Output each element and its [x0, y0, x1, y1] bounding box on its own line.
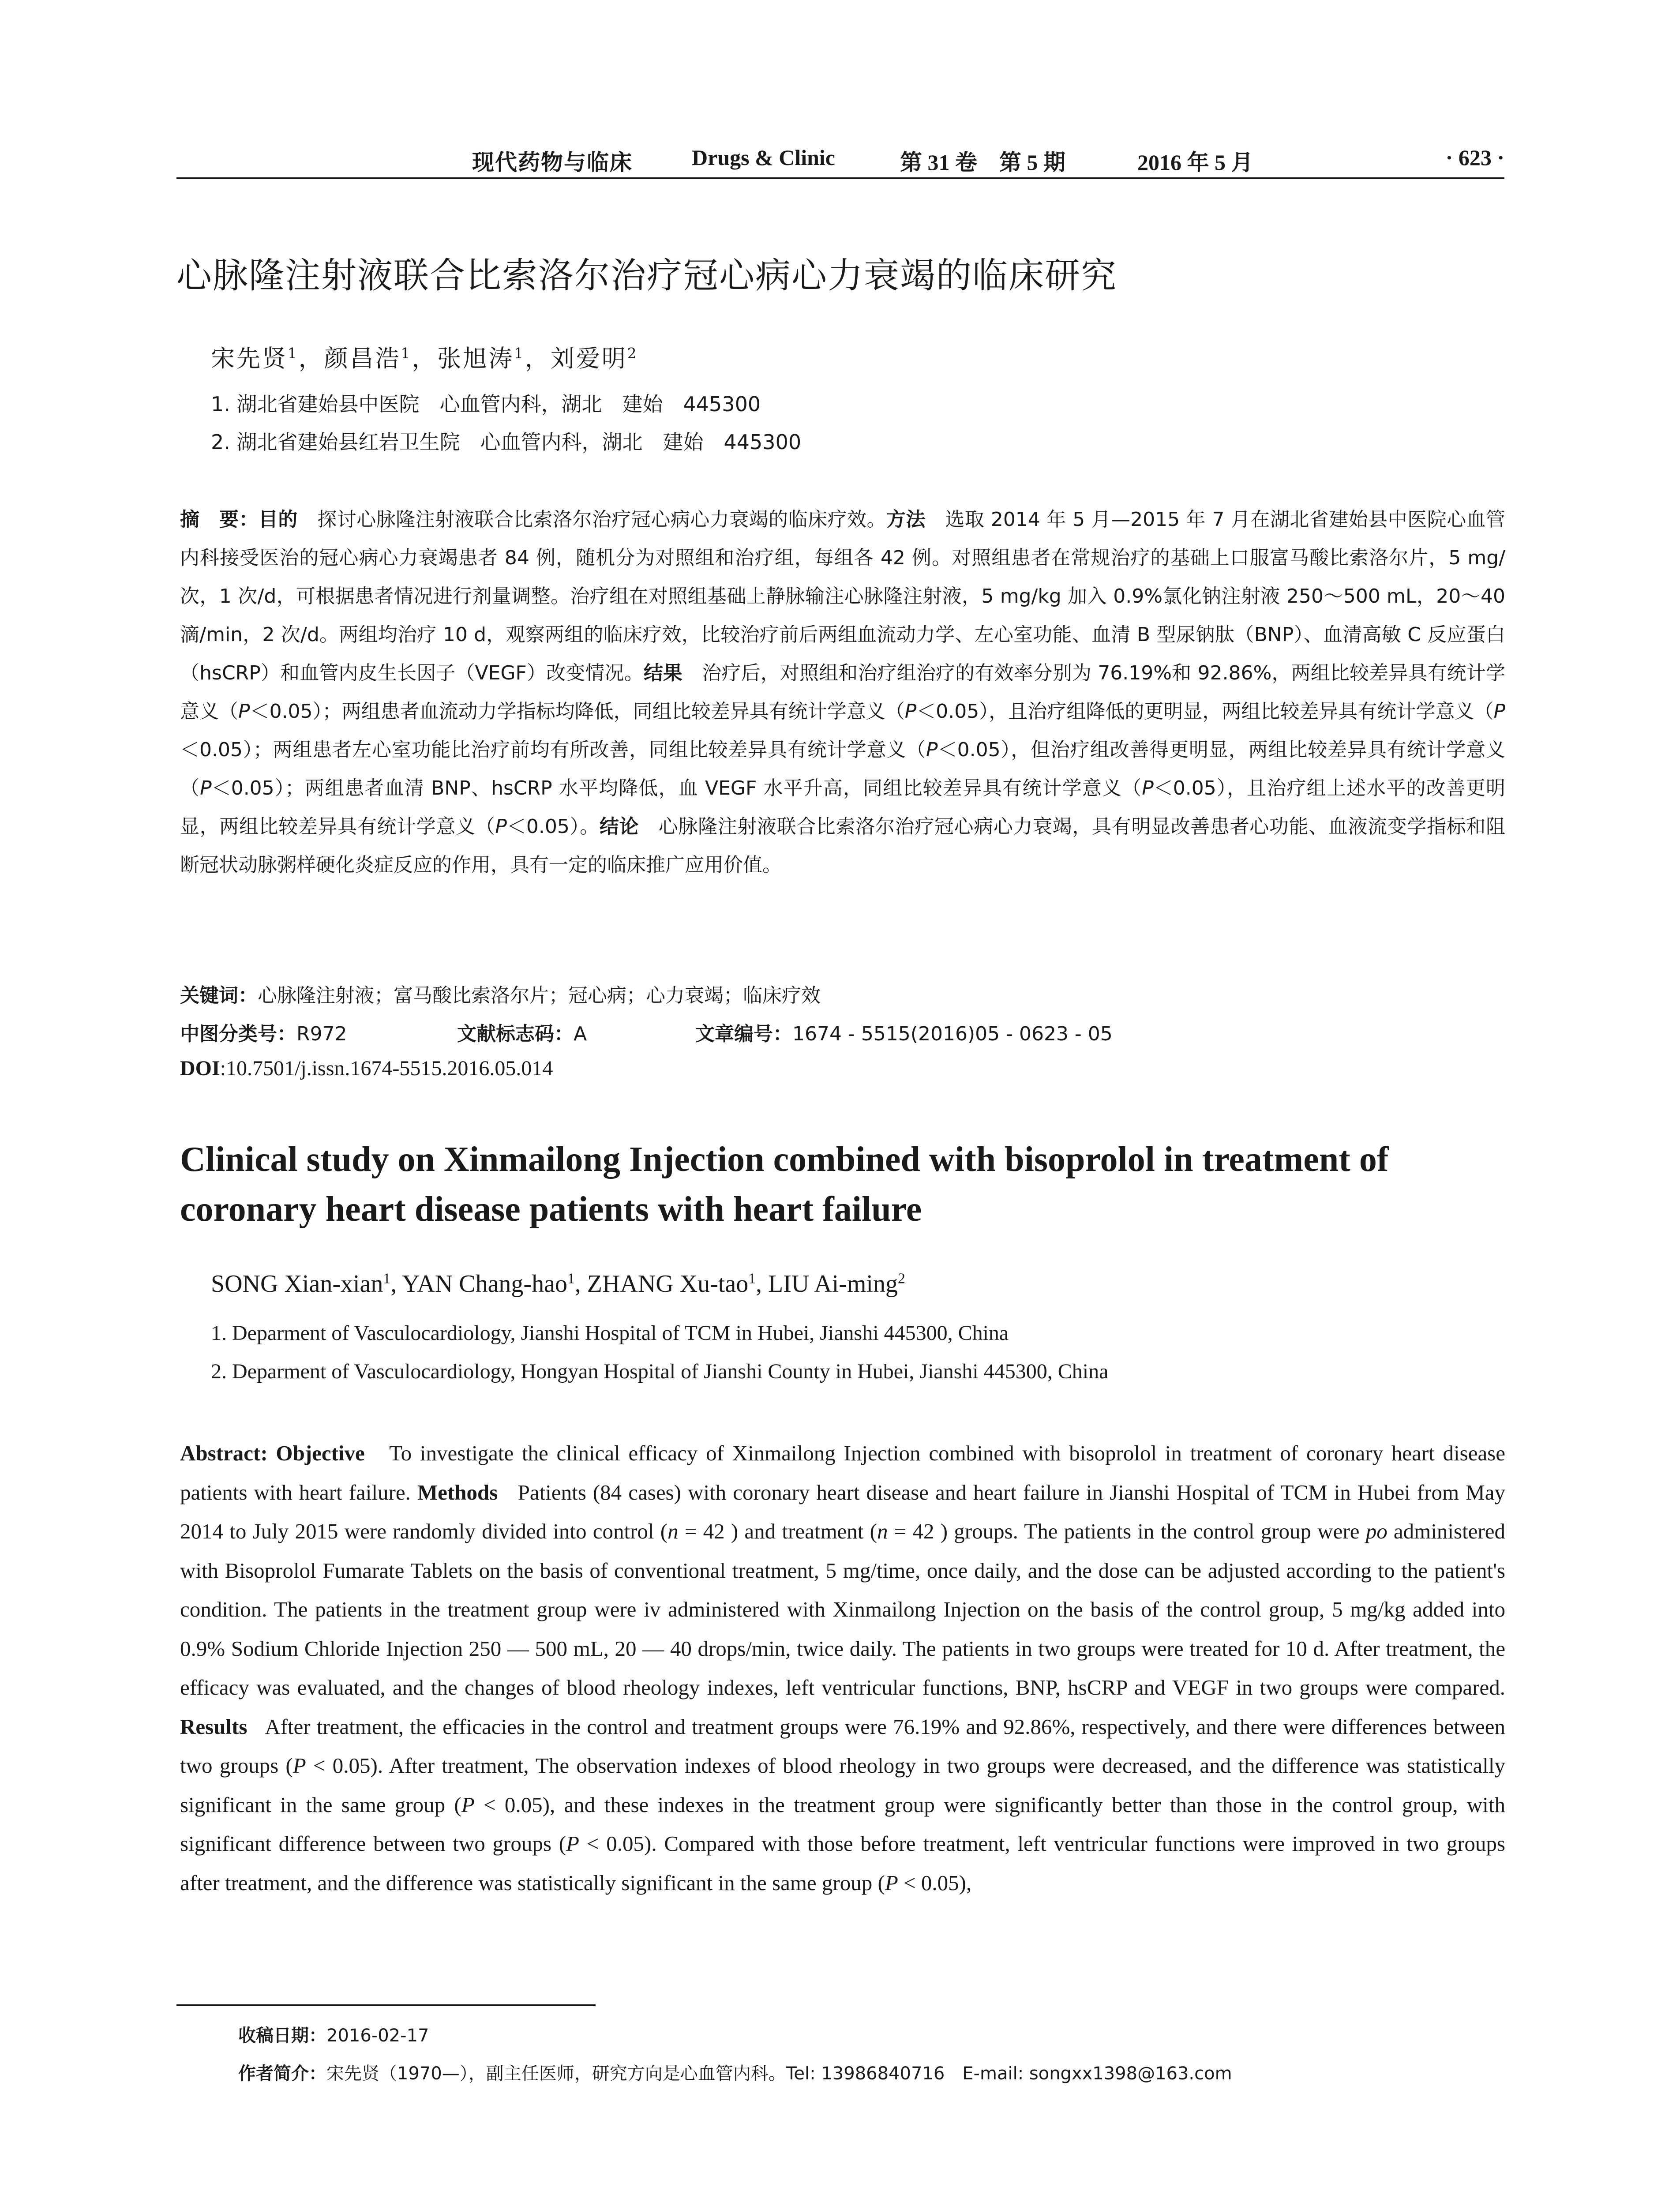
article-number — [695, 1018, 1113, 1046]
author-name: 宋先贤 — [211, 345, 288, 372]
authors-cn: 宋先贤$^1$，颜昌浩$^1$，张旭涛$^1$，刘爱明$^2$ — [211, 345, 638, 372]
results-text: < 0.05), — [898, 1870, 972, 1895]
document-code-label: 文献标志码： — [457, 1023, 574, 1045]
p-value-symbol: P — [1142, 777, 1154, 799]
p-value-symbol: P — [292, 1753, 306, 1778]
results-text: ＜0.05），且治疗组降低的更明显，两组比较差异具有统计学意义（ — [916, 700, 1494, 723]
results-text: ＜0.05）；两组患者血流动力学指标均降低，同组比较差异具有统计学意义（ — [250, 700, 905, 723]
affiliation-en: 2. Deparment of Vasculocardiology, Hongyan Hospital of Jianshi County in Hubei, Jianshi 445300, China — [211, 1360, 1109, 1383]
p-value-symbol: P — [904, 700, 917, 723]
author-affiliation-mark: 1 — [567, 1270, 575, 1287]
affiliation-cn: 2. 湖北省建始县红岩卫生院 心血管内科，湖北 建始 445300 — [211, 430, 802, 454]
author-affiliation-mark: 2 — [627, 345, 638, 362]
abstract-en — [180, 1434, 1505, 1902]
clc-number — [180, 1018, 347, 1046]
clc-value: R972 — [296, 1023, 347, 1045]
affiliation-en: 1. Deparment of Vasculocardiology, Jianshi Hospital of TCM in Hubei, Jianshi 445300, China — [211, 1321, 1009, 1345]
conclusion-label: 结论 — [599, 815, 639, 838]
author-name: SONG Xian-xian — [211, 1270, 383, 1298]
author-name: ZHANG Xu-tao — [587, 1270, 749, 1298]
volume-issue: 第 31 卷 第 5 期 — [900, 150, 1065, 175]
title-en: Clinical study on Xinmailong Injection combined with bisoprolol in treatment of coronary heart disease patients with heart failure — [180, 1140, 1389, 1229]
issue-date: 2016 年 5 月 — [1137, 150, 1253, 175]
results-text: ＜0.05）；两组患者左心室功能比治疗前均有所改善，同组比较差异具有统计学意义（ — [180, 739, 926, 761]
author-name: 刘爱明 — [550, 345, 627, 372]
p-value-symbol: P — [566, 1831, 579, 1856]
author-affiliation-mark: 1 — [514, 345, 525, 362]
keywords-label: 关键词： — [180, 984, 258, 1007]
doi-line — [180, 1056, 553, 1080]
objective-text: 探讨心脉隆注射液联合比索洛尔治疗冠心病心力衰竭的临床疗效。 — [317, 508, 886, 531]
journal-name-en: Drugs & Clinic — [692, 145, 835, 170]
objective-text: To investigate the clinical efficacy of Xinmailong Injection combined with bisoprolol in treatment of coronary heart disease patients with heart failure. — [180, 1441, 1506, 1504]
footnote-rule — [176, 2004, 596, 2006]
methods-text: = 42 ) groups. The patients in the control group were — [888, 1519, 1366, 1543]
page-number: · 623 · — [1445, 145, 1504, 170]
affiliation-cn: 1. 湖北省建始县中医院 心血管内科，湖北 建始 445300 — [211, 392, 761, 416]
header-rule — [176, 177, 1504, 179]
title-cn: 心脉隆注射液联合比索洛尔治疗冠心病心力衰竭的临床研究 — [176, 255, 1117, 296]
methods-text: administered with Bisoprolol Fumarate Tablets on the basis of conventional treatment, 5 mg/time, once daily, and the dose can be adjusted according to the patient's condition. The patients in the treatment group were iv administered with Xinmailong Injection on the basis of the control group, 5 mg/kg added into 0.9% Sodium Chloride Injection 250 — 500 mL, 20 — 40 drops/min, twice daily. The patients in two groups were treated for 10 d. After treatment, the efficacy was evaluated, and the changes of blood rheology indexes, left ventricular functions, BNP, hsCRP and VEGF in two groups were compared. — [180, 1519, 1505, 1700]
results-text: ＜0.05），且治疗组上述水平的改善更明显，两组比较差异具有统计学意义（ — [180, 777, 1506, 838]
results-text: ＜0.05）；两组患者血清 BNP、hsCRP 水平均降低，血 VEGF 水平升高，同组比较差异具有统计学意义（ — [211, 777, 1142, 799]
article-number-label: 文章编号： — [695, 1023, 792, 1045]
document-code-value: A — [574, 1023, 587, 1045]
p-value-symbol: P — [461, 1792, 475, 1817]
author-affiliation-mark: 1 — [748, 1270, 756, 1287]
doi-label: DOI — [180, 1057, 220, 1080]
clc-label: 中图分类号： — [180, 1023, 296, 1045]
author-affiliation-mark: 2 — [898, 1270, 905, 1287]
methods-text: = 42 ) and treatment ( — [678, 1519, 877, 1543]
author-name: 张旭涛 — [437, 345, 514, 372]
author-affiliation-mark: 1 — [383, 1270, 391, 1287]
objective-label: Objective — [276, 1441, 365, 1465]
results-text: < 0.05). After treatment, The observation indexes of blood rheology in two groups were decreased, and the difference was statistically significant in the same group ( — [180, 1753, 1505, 1817]
abstract-label: Abstract: — [180, 1441, 268, 1465]
author-bio — [238, 2060, 1232, 2085]
results-label: 结果 — [643, 662, 683, 684]
results-label: Results — [180, 1714, 248, 1739]
p-value-symbol: P — [238, 700, 250, 723]
p-value-symbol: P — [1493, 700, 1506, 723]
author-bio-label: 作者简介： — [238, 2063, 326, 2084]
author-name: YAN Chang-hao — [402, 1270, 567, 1298]
p-value-symbol: P — [926, 739, 938, 761]
keywords-cn — [180, 979, 821, 1008]
results-text: 治疗后，对照组和治疗组治疗的有效率分别为 76.19%和 92.86%，两组比较差异具有统计学意义（ — [180, 662, 1506, 723]
methods-label: 方法 — [886, 508, 926, 531]
received-value: 2016-02-17 — [326, 2026, 429, 2046]
results-text: ＜0.05）。 — [506, 815, 600, 838]
author-affiliation-mark: 1 — [401, 345, 412, 362]
n-symbol: n — [877, 1519, 888, 1543]
received-date — [238, 2022, 429, 2047]
running-header — [176, 142, 1504, 174]
results-text: < 0.05). Compared with those before treatment, left ventricular functions were improved in two groups after treatment, and the difference was statistically significant in the same group ( — [180, 1831, 1505, 1895]
author-affiliation-mark: 1 — [288, 345, 299, 362]
authors-en: SONG Xian-xian$^1$, YAN Chang-hao$^1$, ZHANG Xu-tao$^1$, LIU Ai-ming$^2$ — [211, 1270, 905, 1298]
abstract-cn — [180, 500, 1505, 884]
methods-text: 选取 2014 年 5 月—2015 年 7 月在湖北省建始县中医院心血管内科接受医治的冠心病心力衰竭患者 84 例，随机分为对照组和治疗组，每组各 42 例。对照组患者在常规治疗的基础上口服富马酸比索洛尔片，5 mg/次，1 次/d，可根据患者情况进行剂量调整。治疗组在对照组基础上静脉输注心脉隆注射液，5 mg/kg 加入 0.9%氯化钠注射液 250～500 mL，20～40 滴/min，2 次/d。两组均治疗 10 d，观察两组的临床疗效，比较治疗前后两组血流动力学、左心室功能、血清 B 型尿钠肽（BNP）、血清高敏 C 反应蛋白（hsCRP）和血管内皮生长因子（VEGF）改变情况。 — [180, 508, 1506, 684]
objective-label: 目的 — [258, 508, 298, 531]
abstract-label: 摘 要： — [180, 508, 259, 531]
methods-text: Patients (84 cases) with coronary heart disease and heart failure in Jianshi Hospital of TCM in Hubei from May 2014 to July 2015 were randomly divided into control ( — [180, 1480, 1505, 1543]
author-name: LIU Ai-ming — [768, 1270, 898, 1298]
conclusion-text: 心脉隆注射液联合比索洛尔治疗冠心病心力衰竭，具有明显改善患者心功能、血液流变学指标和阻断冠状动脉粥样硬化炎症反应的作用，具有一定的临床推广应用价值。 — [180, 815, 1506, 876]
author-bio-text: 宋先贤（1970—），副主任医师，研究方向是心血管内科。Tel: 13986840716 E-mail: songxx1398@163.com — [326, 2063, 1232, 2084]
keywords-text: 心脉隆注射液；富马酸比索洛尔片；冠心病；心力衰竭；临床疗效 — [258, 984, 821, 1007]
received-label: 收稿日期： — [238, 2026, 326, 2046]
journal-name-cn: 现代药物与临床 — [472, 149, 633, 175]
article-number-value: 1674 - 5515(2016)05 - 0623 - 05 — [792, 1023, 1113, 1045]
po-abbreviation: po — [1365, 1519, 1388, 1543]
results-text: After treatment, the efficacies in the control and treatment groups were 76.19% and 92.86%, respectively, and there were differences between two groups ( — [180, 1714, 1506, 1778]
methods-label: Methods — [417, 1480, 498, 1504]
doi-value: :10.7501/j.issn.1674-5515.2016.05.014 — [220, 1057, 553, 1080]
author-name: 颜昌浩 — [324, 345, 401, 372]
p-value-symbol: P — [885, 1870, 898, 1895]
p-value-symbol: P — [495, 815, 507, 838]
n-symbol: n — [668, 1519, 679, 1543]
results-text: < 0.05), and these indexes in the treatment group were significantly better than those in the control group, with significant difference between two groups ( — [180, 1792, 1505, 1856]
p-value-symbol: P — [200, 777, 212, 799]
results-text: ＜0.05），但治疗组改善得更明显，两组比较差异具有统计学意义（ — [180, 739, 1506, 799]
document-code — [457, 1018, 587, 1046]
